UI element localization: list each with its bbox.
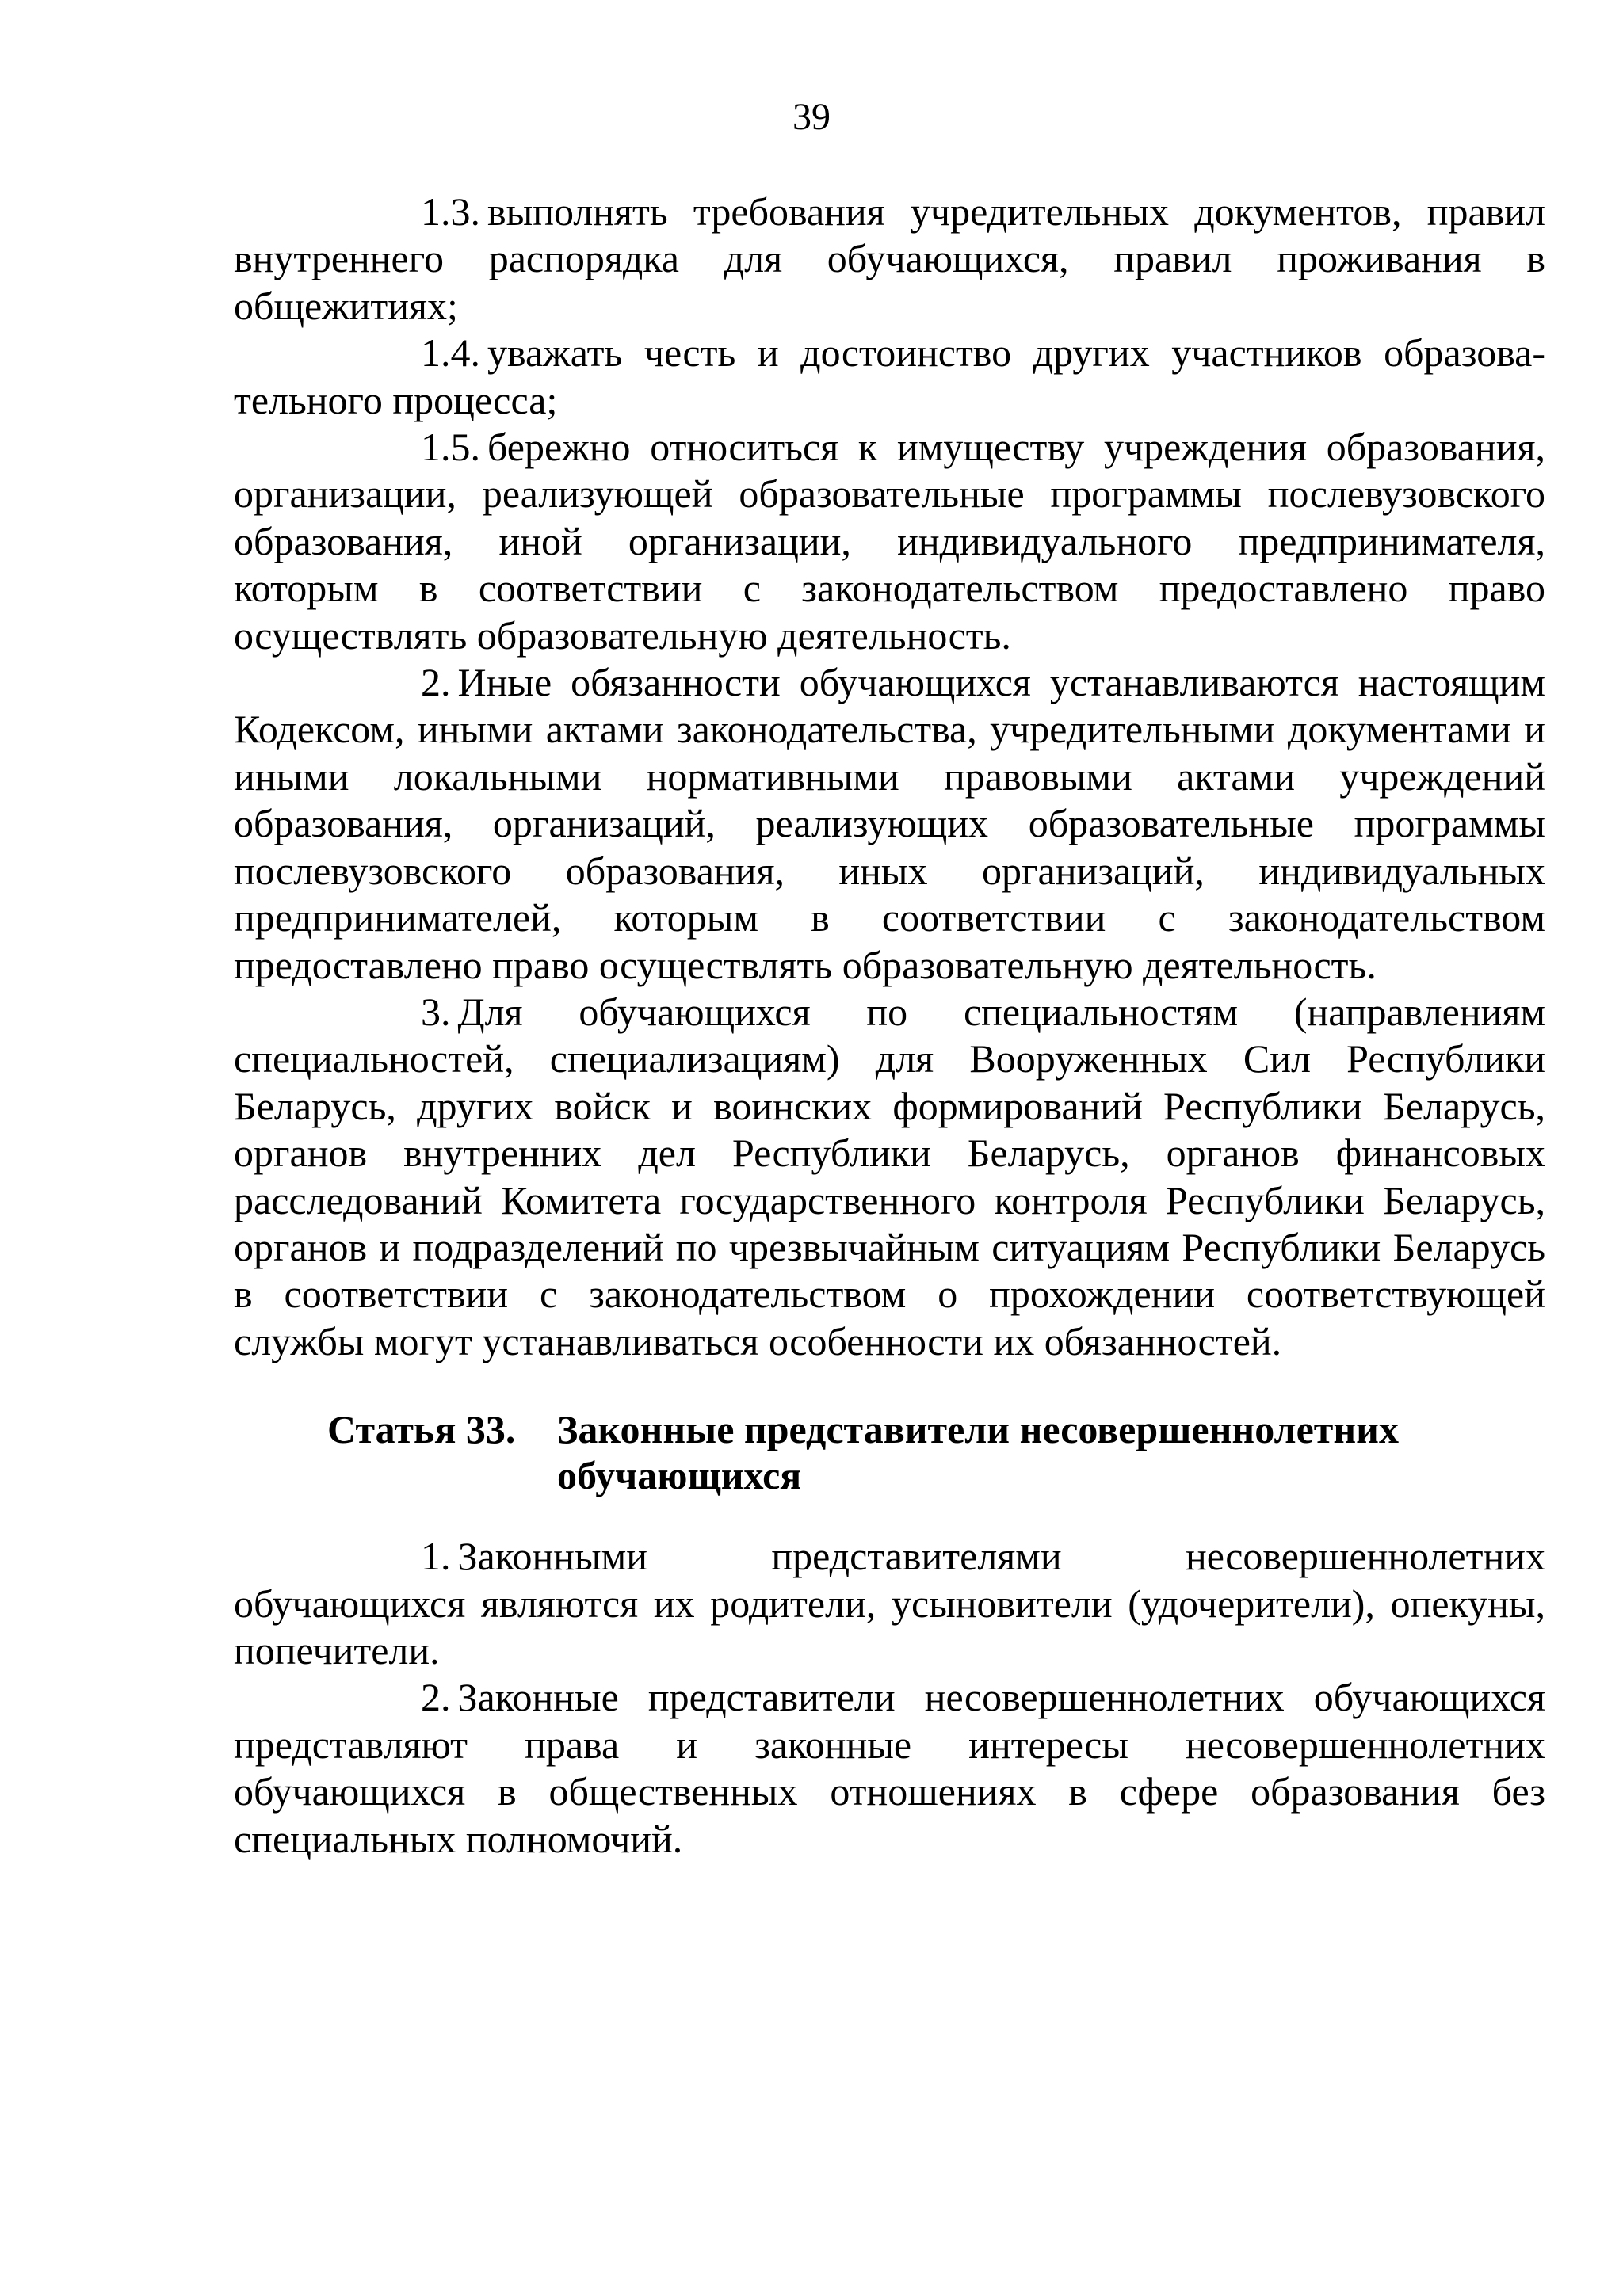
paragraph-3 bbox=[234, 989, 1545, 1365]
article-title: Законные представители несовершеннолетних обучающихся bbox=[557, 1407, 1399, 1498]
article-heading bbox=[234, 1406, 1545, 1498]
paragraph-1-4 bbox=[234, 330, 1545, 424]
article-paragraph-2 bbox=[234, 1674, 1545, 1863]
article-label: Статья 33. bbox=[327, 1407, 516, 1452]
paragraph-text: уважать честь и достоинство других участников образовательного процесса; bbox=[234, 330, 1545, 422]
paragraph-text: Для обучающихся по специальностям (направлениям специальностей, специализациям) для Вооруженных Сил Республики Беларусь, других войск и воинских формирований Республики Беларусь, органов внутренних дел Республики Беларусь, органов финансовых расследований Комитета государственного контроля Республики Беларусь, органов и подразделений по чрезвычайным ситуациям Республики Беларусь в соответствии с законодательством о прохождении соответствующей службы могут устанавливаться особенности их обязанностей. bbox=[234, 989, 1545, 1363]
paragraph-text: бережно относиться к имуществу учреждения образования, организации, реализующей образовательные программы послевузовского образования, иной организации, индивидуального предпринимателя, которым в соответствии с законодательством предоставлено право осуществлять образовательную деятельность. bbox=[234, 425, 1545, 658]
paragraph-number: 1.4. bbox=[421, 330, 480, 376]
paragraph-text: выполнять требования учредительных документов, правил внутреннего распорядка для обучающихся, правил проживания в общежитиях; bbox=[234, 189, 1545, 328]
paragraph-number: 2. bbox=[421, 1675, 451, 1720]
paragraph-number: 1. bbox=[421, 1534, 451, 1579]
paragraph-number: 3. bbox=[421, 989, 451, 1034]
document-body bbox=[234, 189, 1545, 1863]
paragraph-1-3 bbox=[234, 189, 1545, 330]
paragraph-number: 1.3. bbox=[421, 189, 480, 234]
paragraph-2 bbox=[234, 659, 1545, 989]
paragraph-number: 2. bbox=[421, 660, 451, 705]
paragraph-text: Законные представители несовершеннолетних обучающихся представляют права и законные интересы несовершеннолетних обучающихся в общественных отношениях в сфере образования без специальных полномочий. bbox=[234, 1675, 1545, 1861]
paragraph-number: 1.5. bbox=[421, 425, 480, 470]
page-number: 39 bbox=[792, 96, 831, 138]
paragraph-text: Иные обязанности обучающихся устанавливаются настоящим Кодексом, иными актами законодательства, учредительными документами и иными локальными нормативными правовыми актами учреждений образования, организаций, реализующих образовательные программы послевузовского образования, иных организаций, индивидуальных предпринимателей, которым в соответствии с законодательством предоставлено право осуществлять образовательную деятельность. bbox=[234, 660, 1545, 987]
paragraph-1-5 bbox=[234, 424, 1545, 659]
article-paragraph-1 bbox=[234, 1533, 1545, 1674]
paragraph-text: Законными представителями несовершеннолетних обучающихся являются их родители, усыновители (удочерители), опекуны, попечители. bbox=[234, 1534, 1545, 1672]
